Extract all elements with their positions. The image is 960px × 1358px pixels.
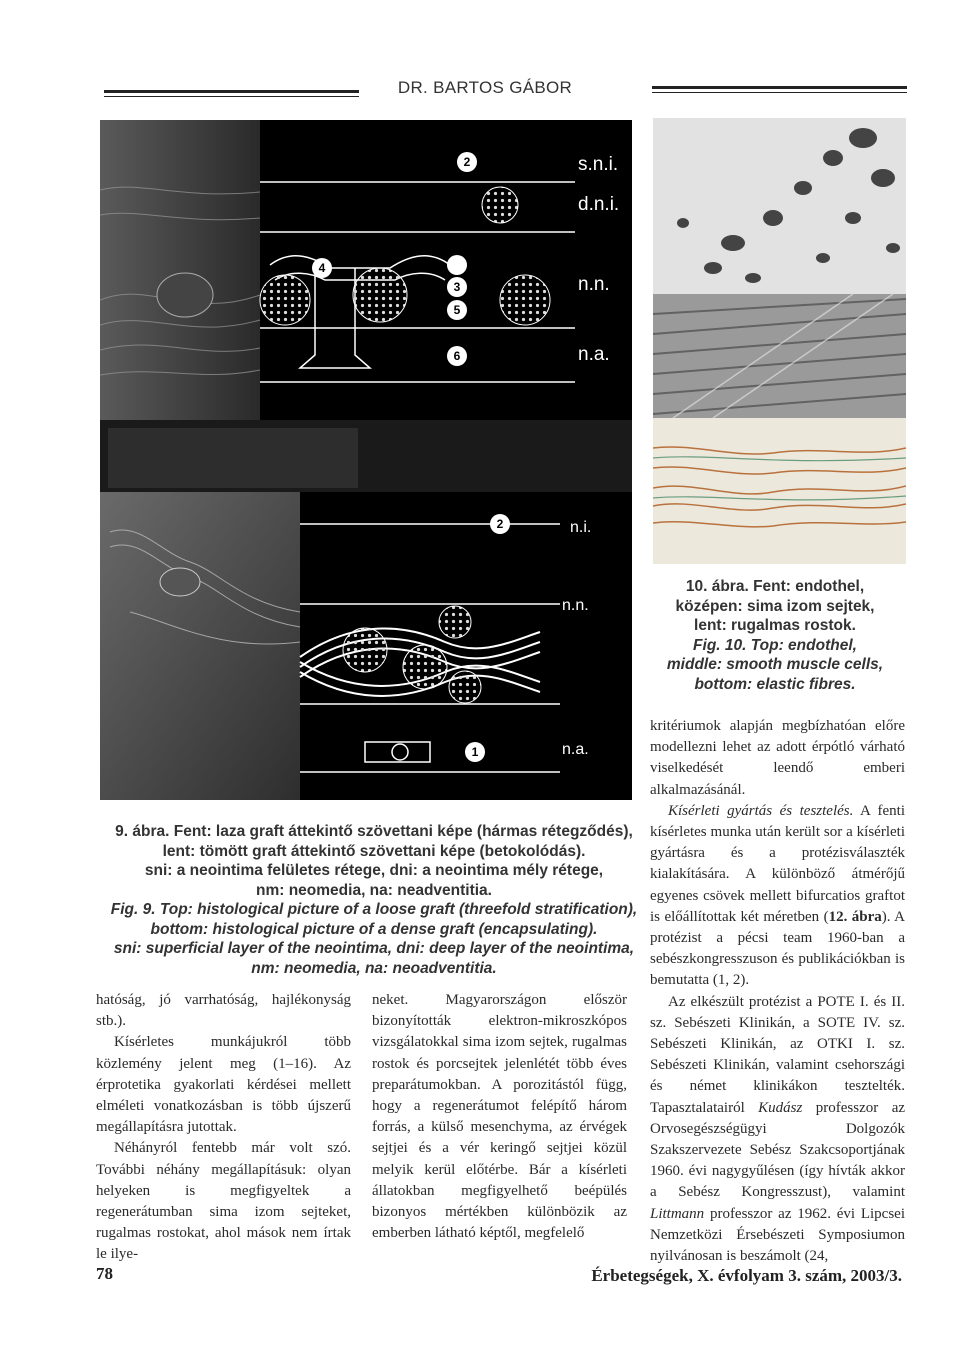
fig9-bottom-label-nn: n.n. (562, 597, 589, 614)
fig9-top-marker-2: 4 (318, 261, 326, 275)
body-column-2 (372, 990, 627, 1244)
body-column-1 (96, 990, 351, 1266)
figure9-caption-hu-1: 9. ábra. Fent: laza graft áttekintő szövettani képe (hármas rétegződés), (115, 823, 633, 840)
fig9-top-label-dni: d.n.i. (578, 194, 620, 215)
header-rule-left-thin (104, 96, 359, 97)
section-heading-experimental-production: Kísérleti gyártás és tesztelés. (668, 802, 854, 819)
figure10-caption (655, 577, 895, 694)
name-littmann: Littmann (650, 1205, 705, 1222)
body-column-3 (650, 716, 905, 1267)
col3-paragraph-3-text: Az elkészült protézist a POTE I. és II. sz. Sebészeti Klinikán, a SOTE IV. sz. Sebészeti Klinikán, az OTKI I. sz. Sebészeti Klinikán, valamint csehországi és német klinikákon tesztelték. Tapasztalatairól (650, 993, 905, 1116)
col3-paragraph-2-end: ). A protézist a pécsi team 1960-ban a sebészkongresszuson és publikációkban is bemutatta (1, 2). (650, 908, 905, 989)
col3-paragraph-3-mid: professzor az Orvosegészségügyi Dolgozók Szakszervezete Sebész Szakcsoportjának 1960. évi nagygyűlésen (így hívták akkor a Sebész Kongresszust), valamint (650, 1099, 906, 1201)
fig9-top-label-na: n.a. (578, 344, 610, 365)
fig9-top-marker-5: 6 (453, 349, 461, 363)
fig9-bottom-marker-2: 2 (496, 517, 504, 531)
figure10-bottom-elastic-fibres (653, 418, 906, 564)
col3-paragraph-3 (650, 992, 905, 1268)
figure9-bottom-micrograph (100, 492, 632, 800)
figure9-caption-en-3: sni: superficial layer of the neointima, dni: deep layer of the neointima, (113, 940, 635, 957)
journal-footer: Érbetegségek, X. évfolyam 3. szám, 2003/3. (591, 1266, 902, 1285)
col3-paragraph-2 (650, 801, 905, 992)
col3-paragraph-2-text: A fenti kísérletes munka után került sor a kísérleti gyártásra és a protézisválaszték kialakítására. A különböző átmérőjű egyenes csövek mellett bifurcatios graftot is előállítottak két méretben ( (650, 802, 905, 925)
figure10-top-endothel (653, 118, 906, 294)
figure10-middle-smooth-muscle (653, 294, 906, 418)
header-rule-right-thin (652, 92, 907, 93)
figure12-reference: 12. ábra (828, 908, 882, 925)
fig9-top-label-nn: n.n. (578, 274, 610, 295)
fig9-top-marker-4: 5 (453, 303, 461, 317)
header-rule-right (652, 86, 907, 89)
figure10-caption-en-3: bottom: elastic fibres. (694, 675, 856, 693)
col1-paragraph-2: Kísérletes munkájukról több közlemény jelent meg (1–16). Az érprotetika gyakorlati kérdései mellett elméleti vonatkozásban is több újszerű megállapításra jutottak. (96, 1034, 351, 1136)
fig9-bottom-label-ni: n.i. (570, 519, 592, 536)
figure9-caption-hu-4: nm: neomedia, na: neadventitia. (256, 881, 492, 899)
figure9-caption-hu-2: lent: tömött graft áttekintő szövettani képe (betokolódás). (162, 842, 586, 860)
col3-paragraph-3-end: professzor az 1962. évi Lipcsei Nemzetközi Érsebészeti Symposiumon nyilvánosan is beszámolt (24, (650, 1205, 905, 1265)
figure10-caption-hu-1: 10. ábra. Fent: endothel, (685, 578, 865, 595)
col3-paragraph-1: kritériumok alapján megbízhatóan előre modellezni lehet az adott érpótló várható viselkedését leendő emberi alkalmazásánál. (650, 718, 905, 798)
figure9-caption-en-2: bottom: histological picture of a dense graft (encapsulating). (150, 920, 598, 938)
running-header: DR. BARTOS GÁBOR (397, 78, 573, 97)
col1-paragraph-3: Néhányról fentebb már volt szó. További néhány megállapításuk: olyan helyeken is megfigyeltek a regenerátumban sima izom sejteket, rugalmas rostokat, ahol mások nem írtak le ilye- (96, 1140, 351, 1263)
fig9-top-marker-3: 3 (453, 280, 461, 294)
figure10-caption-hu-3: lent: rugalmas rostok. (694, 617, 856, 634)
figure9-caption-en-1: Fig. 9. Top: histological picture of a loose graft (threefold stratification), (110, 901, 638, 918)
page-number: 78 (96, 1264, 113, 1283)
figure9-top-micrograph (100, 120, 632, 492)
figure10-caption-en-2: middle: smooth muscle cells, (666, 656, 884, 673)
fig9-top-label-sni: s.n.i. (578, 154, 619, 175)
fig9-top-marker-1: 2 (463, 155, 471, 169)
col2-paragraph-1: neket. Magyarországon először bizonyították elektron-mikroszkópos vizsgálatokkal sima izom sejtek, rugalmas rostok és porcsejtek jelenlétét több éves preparátumokban. A porozitástól függ, hogy a regenerátumot felépítő három forrás, a külső mesenchyma, az érvégek sejtjei és a vér keringő sejtjei közül melyik kerül előtérbe. Bár a kísérleti állatokban megfigyelhető beépülés bizonyos mértékben különbözik az emberben látható képtől, megfelelő (372, 992, 627, 1242)
figure9-caption-en-4: nm: neomedia, na: neoadventitia. (251, 959, 497, 977)
col1-paragraph-1: hatóság, jó varrhatóság, hajlékonyság stb.). (96, 992, 351, 1030)
figure9-caption (100, 822, 648, 978)
header-rule-left (104, 90, 359, 93)
name-kudasz: Kudász (758, 1099, 803, 1116)
fig9-bottom-marker-1: 1 (471, 745, 479, 759)
figure10-caption-en-1: Fig. 10. Top: endothel, (693, 636, 857, 654)
figure10-caption-hu-2: középen: sima izom sejtek, (675, 597, 875, 615)
fig9-bottom-label-na: n.a. (562, 741, 589, 758)
figure9-caption-hu-3: sni: a neointima felületes rétege, dni: a neointima mély rétege, (144, 862, 604, 879)
